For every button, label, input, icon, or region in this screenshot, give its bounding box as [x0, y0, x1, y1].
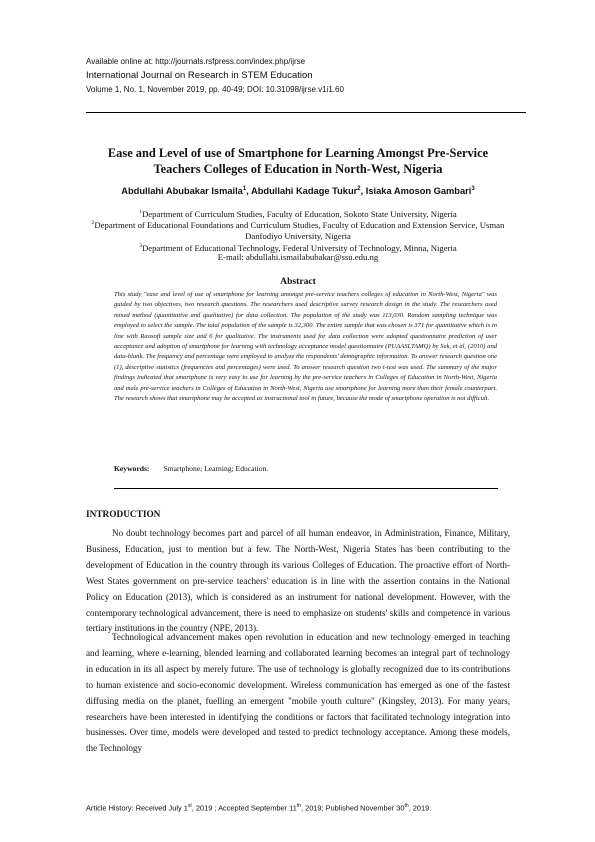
history-published: , 2019; Published November 30 — [300, 803, 405, 813]
author-affil-marker: 2 — [357, 186, 361, 192]
affiliation-marker: 2 — [91, 220, 95, 226]
available-online-line: Available online at: http://journals.rsfpress.com/index.php/ijrse — [86, 57, 306, 66]
header-divider — [86, 112, 526, 113]
history-received-sup: st — [187, 803, 192, 809]
abstract-text: This study "ease and level of use of smartphone for learning amongst pre-service teachers colleges of education in North-West, Nigeria" was guided by two objectives, two research questions. The researchers used descriptive survey research design in the study. The researchers used mixed method (quantitative and qualitative) for data collection. The population of the study was 113,030. Random sampling technique was employed to select the sample. The total population of the sample is 32,300. The entire sample that was chosen is 371 for quantitative which is in line with Raosoft sample size and 6 for qualitative. The instruments used for data collection were adopted questionnaire prediction of user acceptance and adoption of smartphone for learning with technology acceptance model questionnaire (PUAASLTAMQ) by Sek, et al, (2010) and data-blank. The frequency and percentage were employed to analyze the respondents' demographic information. To answer research question one (1), descriptive statistics (frequencies and percentages) were used. To answer research question two t-test was used. The summary of the major findings indicated that smartphone is very easy to use for learning by the pre-service teachers in Colleges of Education in North-West, Nigeria and male pre-service teachers in Colleges of Education in North-West, Nigeria use smartphone for learning more than their female counterpart. The research shows that smartphone may be accepted as instructional tool in future, because the mode of smartphone operation is not difficult. — [114, 291, 497, 403]
article-title — [86, 145, 510, 177]
author-list — [86, 186, 510, 196]
introduction-paragraph-2: Technological advancement makes open revolution in education and new technology emerged in teaching and learning, where e-learning, blended learning and collaborated learning becomes an integral part of technology in education in its all aspect by merely future. The use of technology is globally recognized due to its contributions to human existence and socio-economic development. Wireless communication has emerged as one of the fastest diffusing media on the planet, fuelling an emergent "mobile youth culture" (Kingsley, 2013). For many years, researchers have been interested in identifying the conditions or factors that facilitated technology integration into businesses. Over time, models were developed and tested to predict technology acceptance. Among these models, the Technology — [86, 632, 510, 754]
journal-title: International Journal on Research in STEM Education — [86, 70, 313, 81]
affiliation — [86, 218, 510, 243]
keywords-value: Smartphone; Learning; Education. — [163, 464, 269, 473]
history-received: Article History: Received July 1 — [86, 803, 188, 813]
affiliation-text: Department of Educational Technology, Federal University of Technology, Minna, Nigeria — [141, 242, 457, 253]
volume-info: Volume 1, No. 1, November 2019, pp. 40-49; DOI: 10.31098/ijrse.v1i1.60 — [86, 85, 344, 94]
introduction-heading: INTRODUCTION — [86, 510, 161, 520]
article-title-line2: Teachers Colleges of Education in North-West, Nigeria — [153, 162, 443, 176]
introduction-paragraph-1: No doubt technology becomes part and parcel of all human endeavor, in Administration, Finance, Military, Business, Education, just to mention but a few. The North-West, Nigeria States has been contributing to the development of Education in the country through its various Colleges of Education. The proactive effort of North-West States government on pre-service teachers' education is in line with the assertion contains in the National Policy on Education (2013), which is considered as an instrument for national development. However, with the contemporary technological advancement, there is need to emphasize on students' skills and competence in various tertiary institutions in the country (NPE, 2013). — [86, 528, 510, 634]
history-accepted: , 2019 ; Accepted September 11 — [191, 803, 297, 813]
author-name: Abdullahi Kadage Tukur — [251, 186, 358, 197]
keywords-label: Keywords: — [114, 464, 150, 473]
history-end: , 2019. — [408, 803, 432, 813]
author-affil-marker: 3 — [471, 186, 475, 192]
history-accepted-sup: th — [296, 803, 301, 809]
article-title-line1: Ease and Level of use of Smartphone for Learning Amongst Pre-Service — [107, 146, 489, 160]
email-text: E-mail: abdullahi.ismailabubakar@ssu.edu.ng — [217, 252, 379, 262]
affiliation-marker: 1 — [139, 209, 142, 215]
author-separator: , — [246, 186, 252, 197]
author-separator: , — [360, 186, 366, 197]
abstract-divider — [114, 488, 498, 489]
author-name: Isiaka Amoson Gambari — [365, 186, 472, 197]
abstract-heading: Abstract — [280, 276, 316, 287]
history-published-sup: th — [404, 803, 409, 809]
affiliation-marker: 3 — [139, 243, 142, 249]
corresponding-email — [86, 252, 510, 264]
keywords-line — [114, 464, 268, 473]
affiliation-text: Department of Educational Foundations and Curriculum Studies, Faculty of Education and Extension Service, Usman Danfodiyo University, Nigeria — [94, 219, 505, 242]
author-affil-marker: 1 — [242, 186, 247, 192]
author-name: Abdullahi Abubakar Ismaila — [121, 186, 243, 197]
affiliation-text: Department of Curriculum Studies, Faculty of Education, Sokoto State University, Nigeria — [141, 208, 457, 219]
article-history — [86, 803, 526, 812]
